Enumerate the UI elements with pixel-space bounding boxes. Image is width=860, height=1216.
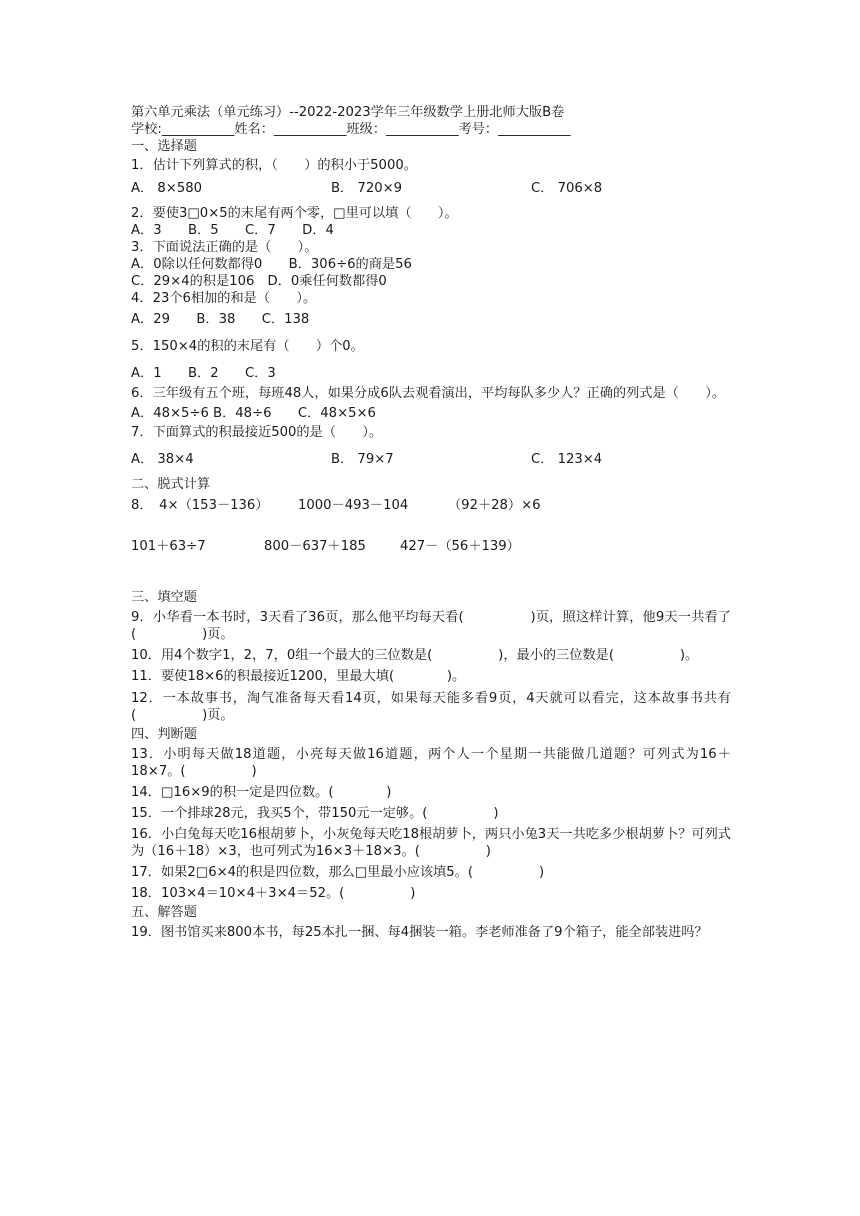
expression: 800－637＋185 [264, 539, 366, 554]
expression: （92＋28）×6 [448, 498, 541, 513]
doc-title: 第六单元乘法（单元练习）--2022-2023学年三年级数学上册北师大版B卷 [131, 105, 565, 120]
expression: 427－（56＋139） [400, 539, 520, 554]
section-heading: 三、填空题 [131, 590, 197, 605]
option-b: B． 720×9 [331, 181, 403, 196]
question-2-options: A．3 B．5 C．7 D．4 [131, 223, 334, 238]
expression: 1000－493－104 [298, 498, 409, 513]
question-15: 15．一个排球28元，我买5个，带150元一定够。( ) [131, 806, 499, 821]
question-5-options: A．1 B．2 C．3 [131, 366, 276, 381]
question-4: 4．23个6相加的和是（ ）。 [131, 291, 317, 306]
question-8-line-1 [131, 497, 731, 514]
question-7-options [131, 451, 731, 468]
question-1: 1．估计下列算式的积，（ ）的积小于5000。 [131, 158, 417, 173]
student-info-line: 学校:___________姓名：___________班级：___________考号：___________ [131, 122, 571, 137]
section-heading: 四、判断题 [131, 727, 197, 742]
question-2: 2．要使3□0×5的末尾有两个零，□里可以填（ ）。 [131, 206, 458, 221]
question-19: 19．图书馆买来800本书，每25本扎一捆、每4捆装一箱。李老师准备了9个箱子，能全部装进吗？ [131, 925, 708, 940]
expression: 8． 4×（153－136） [131, 498, 269, 513]
question-6-options: A．48×5÷6 B．48÷6 C．48×5×6 [131, 406, 376, 421]
question-4-options: A．29 B．38 C．138 [131, 312, 310, 327]
expression: 101＋63÷7 [131, 539, 206, 554]
worksheet [131, 104, 731, 941]
question-3-options-1: A．0除以任何数都得0 B．306÷6的商是56 [131, 257, 412, 272]
question-8-line-2 [131, 538, 731, 555]
question-13: 13．小明每天做18道题，小亮每天做16道题，两个人一个星期一共能做几道题？可列式为16＋18×7。( ) [131, 747, 731, 779]
option-b: B． 79×7 [331, 452, 394, 467]
question-17: 17．如果2□6×4的积是四位数，那么□里最小应该填5。( ) [131, 865, 545, 880]
option-c: C． 123×4 [531, 452, 603, 467]
question-7: 7．下面算式的积最接近500的是（ ）。 [131, 425, 383, 440]
question-18: 18．103×4＝10×4＋3×4＝52。( ) [131, 886, 416, 901]
question-5: 5．150×4的积的末尾有（ ）个0。 [131, 339, 364, 354]
section-heading: 五、解答题 [131, 905, 197, 920]
question-3: 3．下面说法正确的是（ ）。 [131, 240, 318, 255]
option-a: A． 8×580 [131, 181, 203, 196]
question-1-options [131, 180, 731, 197]
question-12: 12．一本故事书，淘气准备每天看14页，如果每天能多看9页，4天就可以看完，这本故事书共有( )页。 [131, 691, 731, 723]
section-heading: 一、选择题 [131, 139, 197, 154]
question-10: 10．用4个数字1，2，7，0组一个最大的三位数是( )，最小的三位数是( )。 [131, 648, 699, 663]
question-3-options-2: C．29×4的积是106 D．0乘任何数都得0 [131, 274, 387, 289]
option-a: A． 38×4 [131, 452, 194, 467]
option-c: C． 706×8 [531, 181, 603, 196]
question-6: 6．三年级有五个班，每班48人，如果分成6队去观看演出，平均每队多少人？正确的列式是（ ）。 [131, 386, 726, 401]
question-14: 14．□16×9的积一定是四位数。( ) [131, 785, 392, 800]
section-heading: 二、脱式计算 [131, 477, 211, 492]
question-9: 9．小华看一本书时，3天看了36页，那么他平均每天看( )页，照这样计算，他9天一共看了( )页。 [131, 610, 731, 642]
question-11: 11．要使18×6的积最接近1200，里最大填( )。 [131, 669, 466, 684]
question-16: 16．小白兔每天吃16根胡萝卜，小灰兔每天吃18根胡萝卜，两只小兔3天一共吃多少根胡萝卜？可列式为（16＋18）×3，也可列式为16×3＋18×3。( ) [131, 827, 731, 859]
